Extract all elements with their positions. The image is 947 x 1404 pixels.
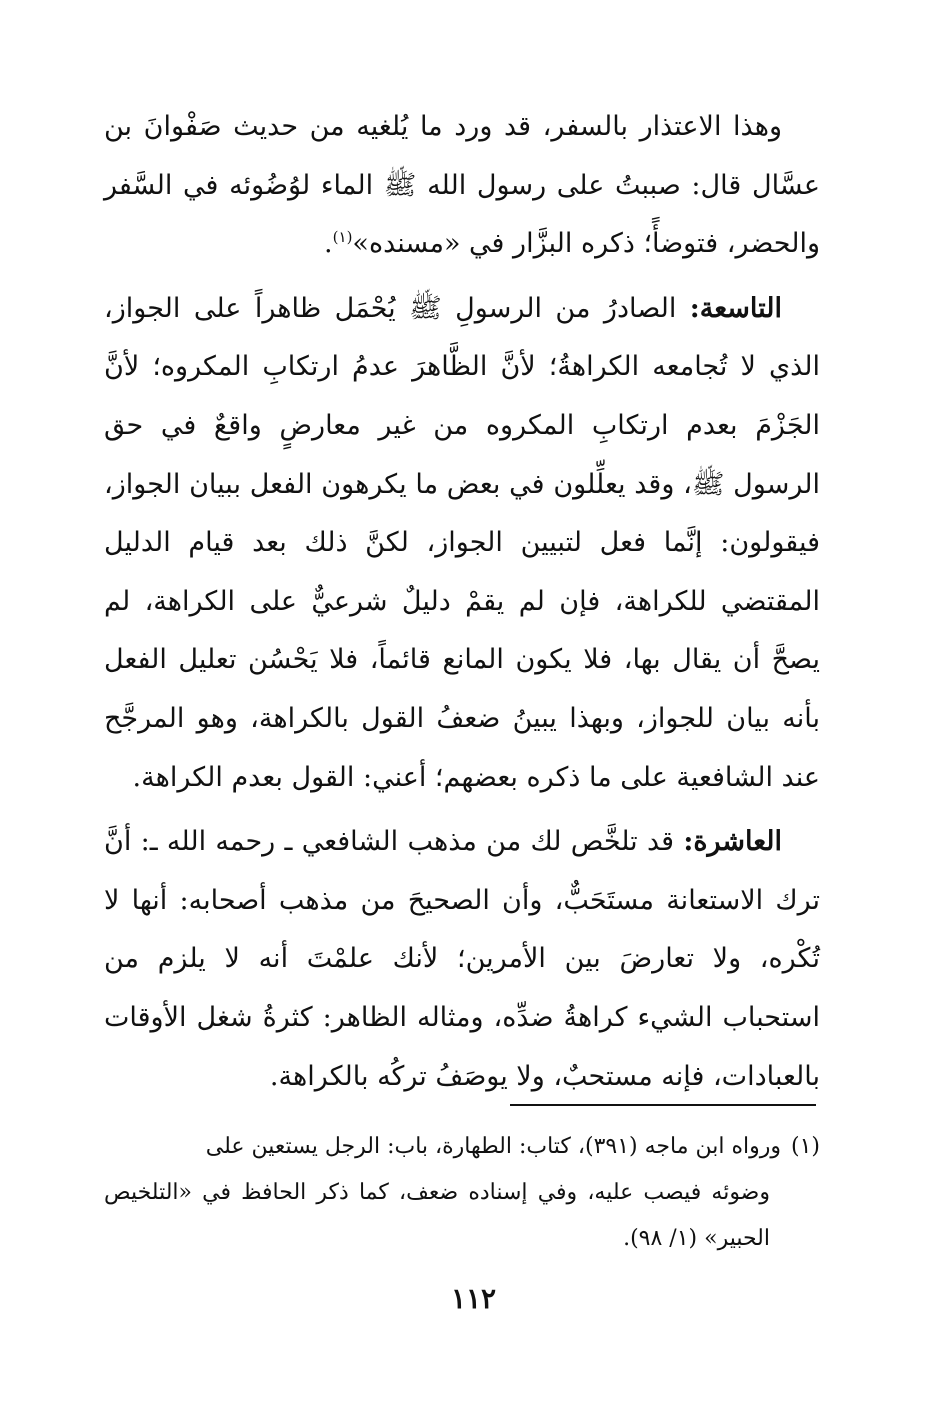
footnote-separator [510, 1104, 816, 1106]
footnote-number: (١) [790, 1134, 820, 1159]
paragraph-tenth [104, 813, 820, 1106]
footnote-marker: (١) [332, 228, 353, 247]
page-number: ١١٢ [450, 1282, 497, 1315]
footnote-line-1: ورواه ابن ماجه (٣٩١)، كتاب: الطهارة، باب: الرجل يستعين على [205, 1134, 781, 1159]
paragraph-1 [104, 98, 820, 274]
paragraph-ninth-heading: التاسعة: [689, 292, 782, 324]
footnote [104, 1124, 820, 1262]
paragraph-tenth-heading: العاشرة: [683, 826, 782, 858]
paragraph-1-text: وهذا الاعتذار بالسفر، قد ورد ما يُلغيه من حديث صَفْوانَ بن عسَّال قال: صببتُ على رسول الله ﷺ الماء لوُضُوئه في السَّفر والحضر، فتوضأً؛ ذكره البزَّار في «مسنده» [104, 111, 820, 260]
paragraph-1-tail: . [324, 228, 333, 260]
paragraph-ninth-text: الصادرُ من الرسولِ ﷺ يُحْمَل ظاهراً على الجواز، الذي لا تُجامعه الكراهةُ؛ لأنَّ الظَّاهرَ عدمُ ارتكابِ المكروه؛ لأنَّ الجَزْمَ بعدم ارتكابِ المكروه من غير معارضٍ واقعٌ في حق الرسول ﷺ، وقد يعلِّلون في بعض ما يكرهون الفعل ببيان الجواز، فيقولون: إنَّما فعل لتبيين الجواز، لكنَّ ذلك بعد قيام الدليل المقتضي للكراهة، فإن لم يقمْ دليلٌ شرعيٌّ على الكراهة، لم يصحَّ أن يقال بها، فلا يكون المانع قائماً، فلا يَحْسُن تعليل الفعل بأنه بيان للجواز، وبهذا يبينُ ضعفُ القول بالكراهة، وهو المرجَّح عند الشافعية على ما ذكره بعضهم؛ أعني: القول بعدم الكراهة. [104, 292, 820, 793]
paragraph-ninth [104, 280, 820, 807]
footnote-continuation: وضوئه فيصب عليه، وفي إسناده ضعف، كما ذكر الحافظ في «التلخيص الحبير» (١/ ٩٨). [104, 1180, 770, 1251]
main-text [104, 98, 820, 1106]
paragraph-tenth-text: قد تلخَّص لك من مذهب الشافعي ـ رحمه الله ـ: أنَّ ترك الاستعانة مستَحَبٌّ، وأن الصحيحَ من مذهب أصحابه: أنها لا تُكْره، ولا تعارضَ بين الأمرين؛ لأنك علمْتَ أنه لا يلزم من استحباب الشيء كراهةُ ضدِّه، ومثاله الظاهر: كثرةُ شغل الأوقات بالعبادات، فإنه مستحبٌ، ولا يوصَفُ تركُه بالكراهة. [104, 826, 820, 1092]
